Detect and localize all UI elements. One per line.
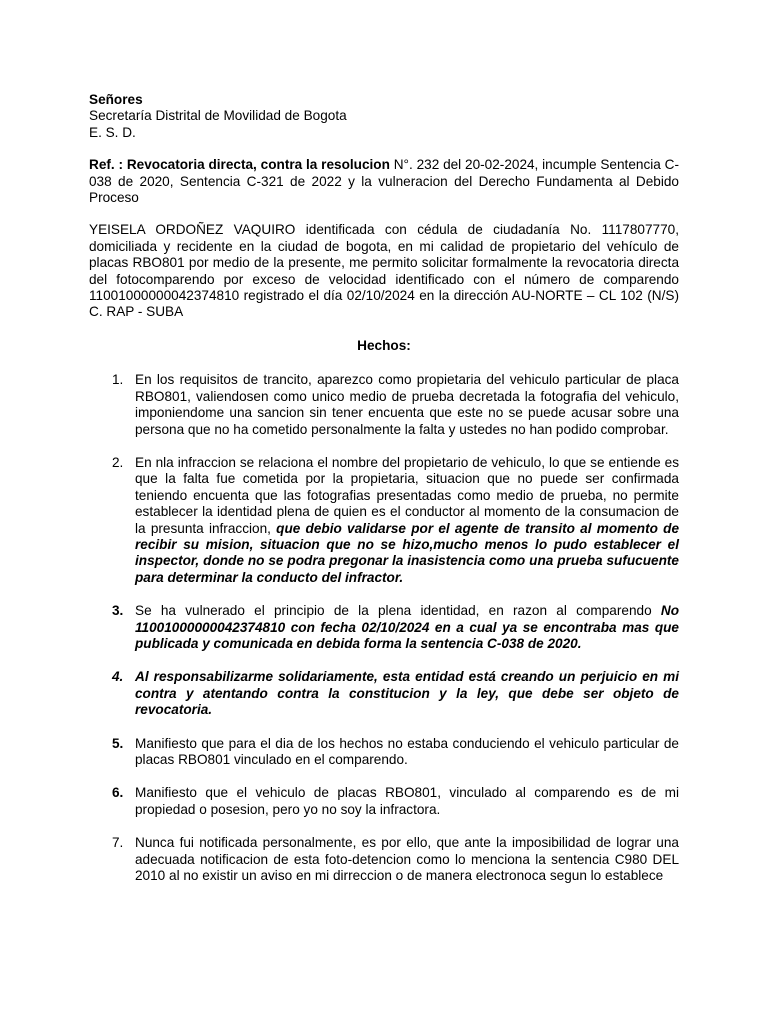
fact-number: 7. — [112, 835, 124, 851]
facts-list — [89, 372, 679, 884]
fact-item-5 — [89, 736, 679, 769]
fact-number: 3. — [112, 603, 124, 619]
fact-text: Manifiesto que el vehiculo de placas RBO801, vinculado al comparendo es de mi propiedad o posesion, pero yo no soy la infractora. — [135, 785, 679, 817]
salutation: Señores — [89, 92, 143, 107]
fact-number: 5. — [112, 735, 124, 751]
fact-item-4 — [89, 669, 679, 718]
fact-item-1 — [89, 372, 679, 438]
fact-number: 1. — [112, 372, 124, 388]
fact-paragraph — [135, 455, 679, 586]
fact-item-7 — [89, 835, 679, 884]
fact-paragraph — [135, 603, 679, 652]
fact-emphasis: No 11001000000042374810 con fecha 02/10/2024 en a cual ya se encontraba mas que publicada y comunicada en debida forma la sentencia C-038 de 2020. — [135, 603, 679, 651]
reference-label: Ref. : Revocatoria directa, contra la resolucion — [89, 157, 390, 173]
fact-text: En nla infraccion se relaciona el nombre del propietario de vehiculo, lo que se entiende es que la falta fue cometida por la propietaria, situacion que no puede ser confirmada teniendo encuenta que las fotografias presentadas como medio de prueba, no permite establecer la identidad plena de quien es el conductor al momento de la consumacion de la presunta infraccion, — [135, 454, 679, 536]
reference-text: N°. 232 del 20-02-2024, incumple Sentencia C-038 de 2020, Sentencia C-321 de 2022 y la vulneracion del Derecho Fundamenta al Debido Proceso — [89, 157, 679, 206]
fact-item-6 — [89, 785, 679, 818]
fact-emphasis: que debio validarse por el agente de transito al momento de recibir su mision, situacion que no se hizo,mucho menos lo pudo establecer el inspector, donde no se podra pregonar la inasistencia como una prueba sufucuente para determinar la conducto del infractor. — [135, 520, 680, 585]
fact-emphasis: Al responsabilizarme solidariamente, esta entidad está creando un perjuicio en mi contra y atentando contra la constitucion y la ley, que debe ser objeto de revocatoria. — [135, 669, 679, 718]
fact-item-2 — [89, 455, 679, 586]
fact-number: 2. — [112, 454, 124, 470]
fact-number: 4. — [112, 669, 124, 685]
fact-text: Manifiesto que para el dia de los hechos no estaba conduciendo el vehiculo particular de placas RBO801 vinculado en el comparendo. — [135, 735, 679, 767]
fact-text: Nunca fui notificada personalmente, es por ello, que ante la imposibilidad de lograr una adecuada notificacion de esta foto-detencion como lo menciona la sentencia C980 DEL 2010 al no existir un aviso en mi dirreccion o de manera electronoca segun lo establece — [135, 835, 679, 884]
esd-line: E. S. D. — [89, 124, 136, 140]
reference-paragraph — [89, 157, 679, 206]
recipient: Secretaría Distrital de Movilidad de Bogota — [89, 108, 347, 124]
fact-item-3 — [89, 603, 679, 652]
fact-text: Se ha vulnerado el principio de la plena identidad, en razon al comparendo — [135, 603, 661, 619]
fact-text: En los requisitos de trancito, aparezco como propietaria del vehiculo particular de placa RBO801, valiendosen como unico medio de prueba decretada la fotografia del vehiculo, imponiendome una sancion sin tener encuenta que este no se puede acusar sobre una persona que no ha cometido personalmente la falta y ustedes no han podido comprobar. — [135, 372, 679, 437]
address-block — [89, 92, 679, 141]
intro-paragraph: YEISELA ORDOÑEZ VAQUIRO identificada con cédula de ciudadanía No. 1117807770, domiciliada y recidente en la ciudad de bogota, en mi calidad de propietario del vehículo de placas RBO801 por medio de la presente, me permito solicitar formalmente la revocatoria directa del fotocomparendo por exceso de velocidad identificado con el número de comparendo 11001000000042374810 registrado el día 02/10/2024 en la dirección AU-NORTE – CL 102 (N/S) C. RAP - SUBA — [89, 222, 679, 320]
fact-number: 6. — [112, 785, 124, 801]
section-title: Hechos: — [357, 337, 411, 353]
